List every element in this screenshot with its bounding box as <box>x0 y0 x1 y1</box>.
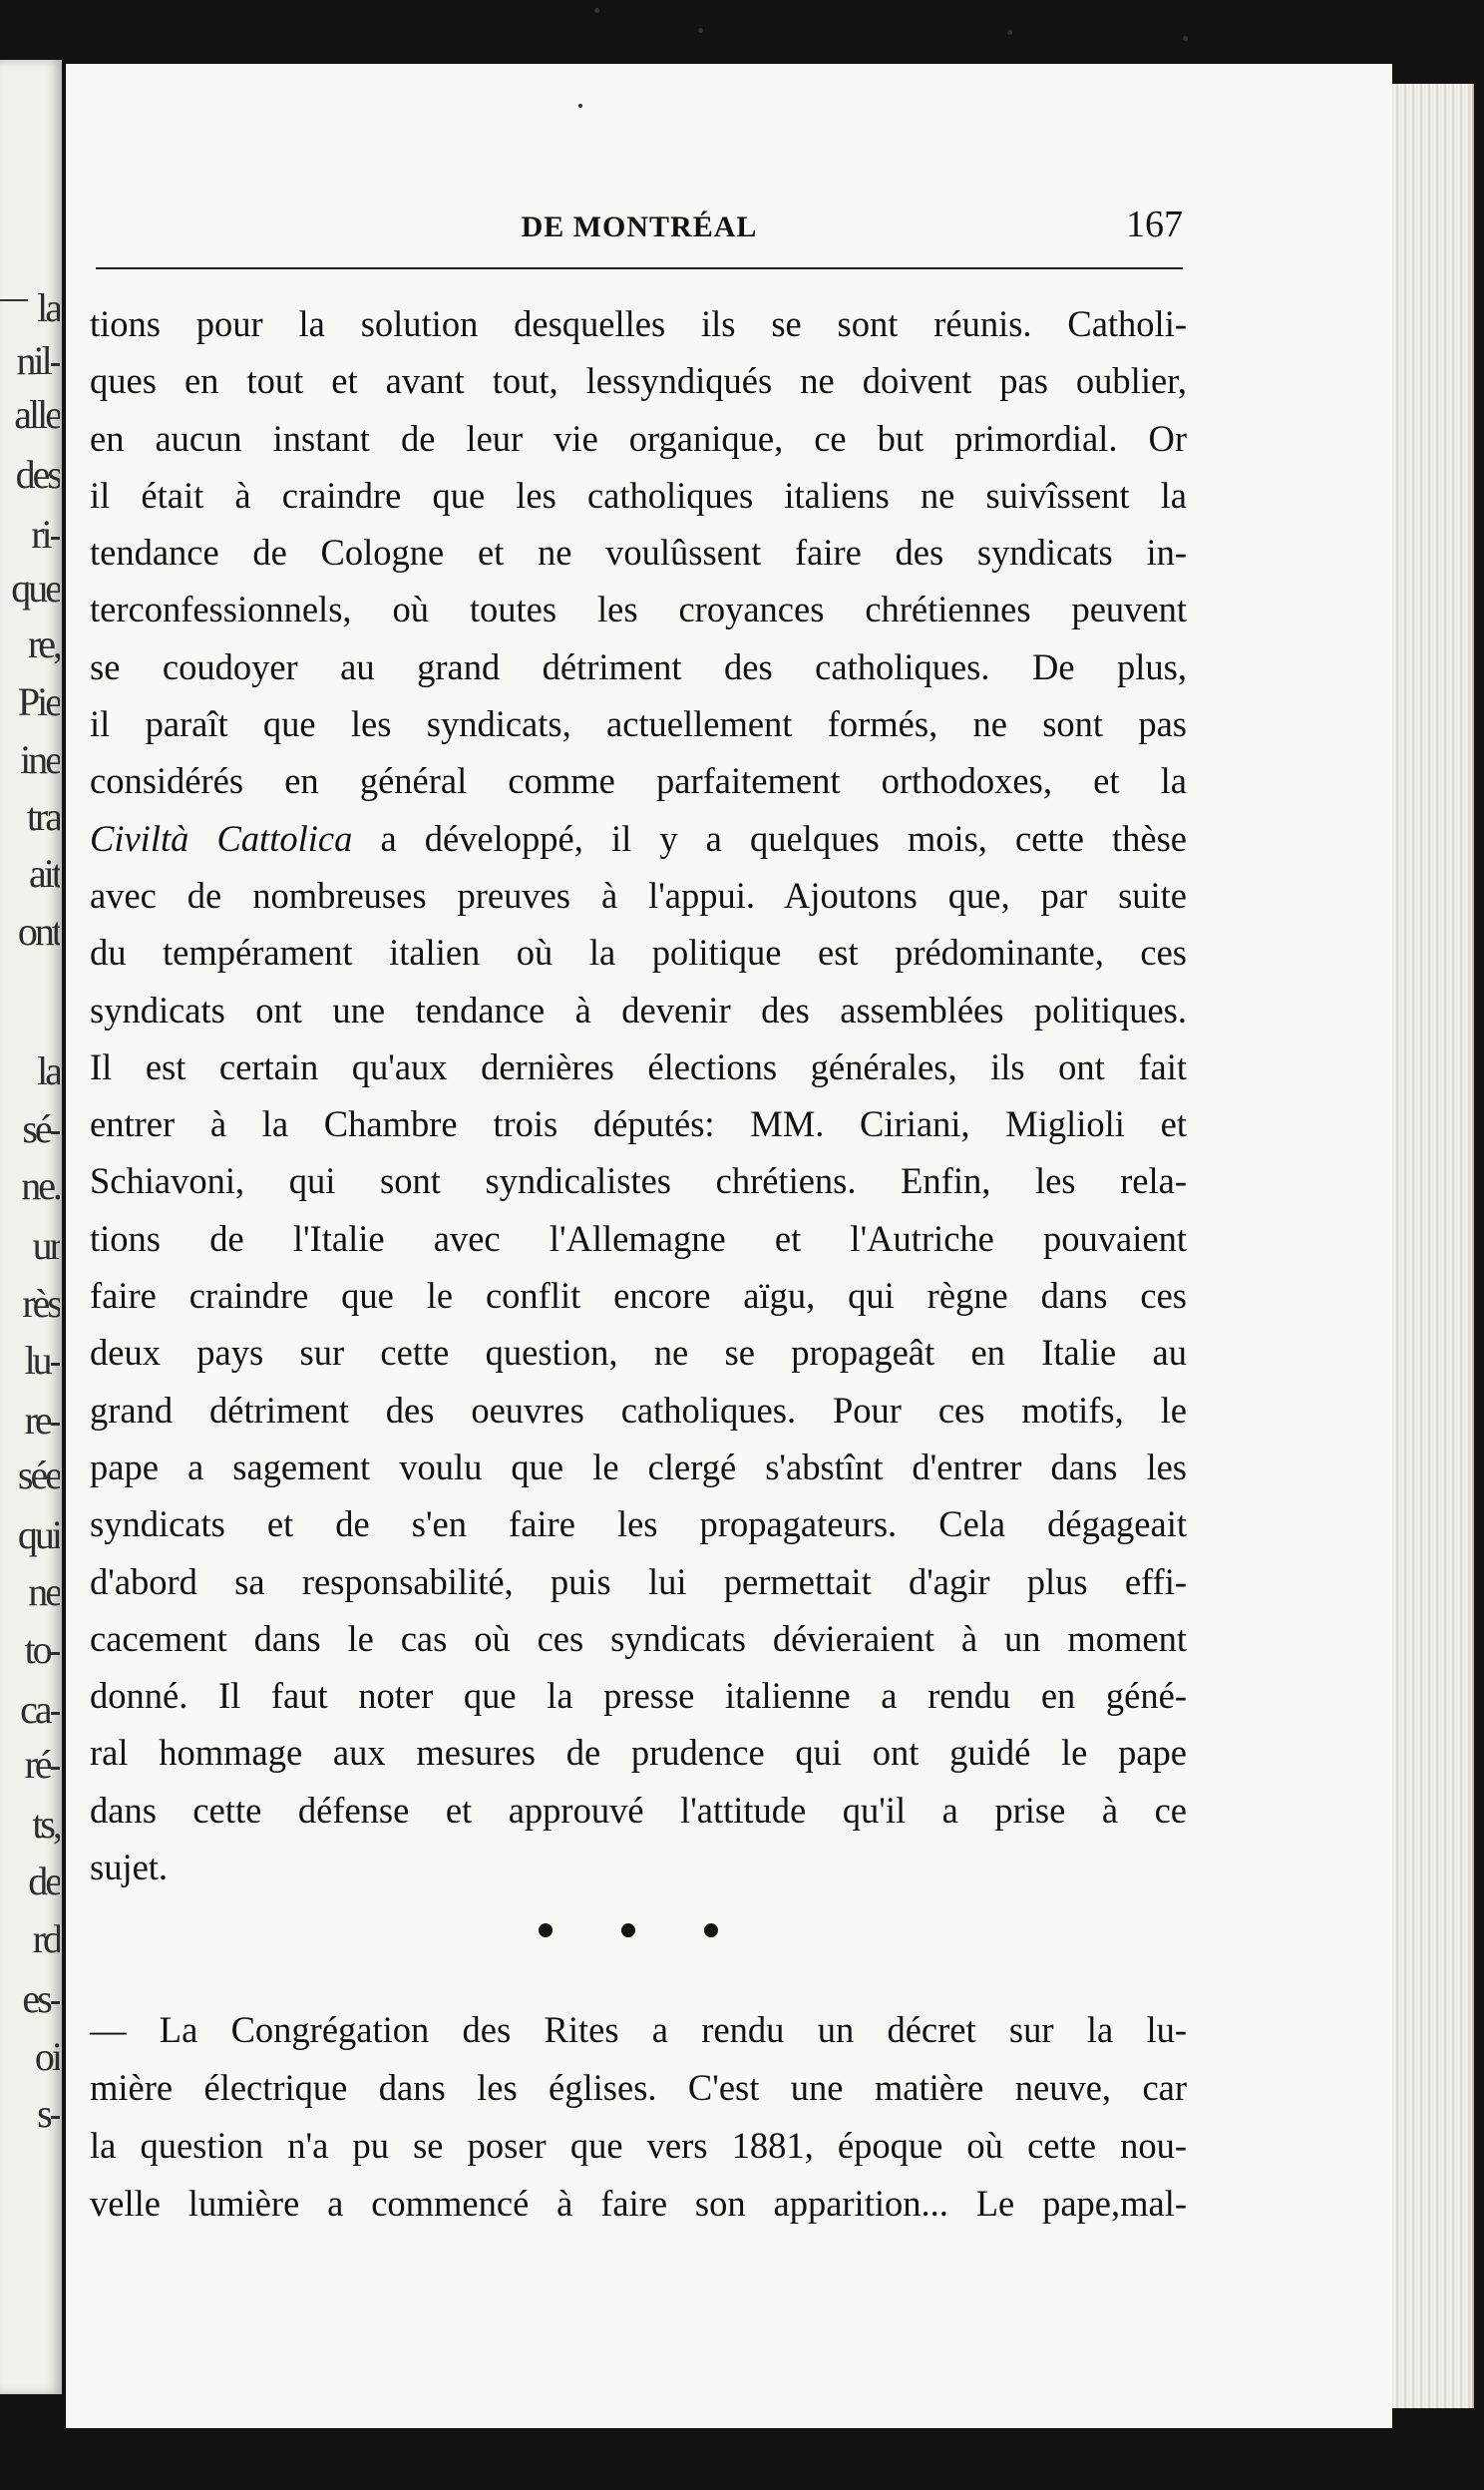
text-line: en aucun instant de leur vie organique, ce but primordial. Or <box>90 417 1187 459</box>
left-page-edge <box>0 60 62 2394</box>
text-line: tendance de Cologne et ne voulûssent faire des syndicats in- <box>90 532 1187 574</box>
left-page-fragment: re- <box>24 1398 60 1443</box>
left-page-fragment: sée <box>17 1452 60 1497</box>
text-line: se coudoyer au grand détriment des catholiques. De plus, <box>90 645 1187 687</box>
left-page-fragment: ne <box>28 1569 60 1614</box>
section-separator <box>539 1923 718 1937</box>
left-page-fragment: qui <box>17 1512 60 1557</box>
text-line: tions pour la solution desquelles ils se sont réunis. Catholi- <box>90 303 1187 344</box>
text-line: ral hommage aux mesures de prudence qui ont guidé le pape <box>90 1732 1187 1774</box>
left-page-fragment: lu- <box>24 1338 60 1383</box>
header-rule <box>96 267 1183 269</box>
left-page-fragment: des <box>15 452 60 497</box>
text-line: Schiavoni, qui sont syndicalistes chrétiens. Enfin, les rela- <box>90 1160 1187 1202</box>
left-page-fragment: ont <box>17 909 60 954</box>
left-page-fragment: ré- <box>24 1742 60 1787</box>
left-page-fragment: oi <box>34 2034 60 2079</box>
left-page-fragment: la <box>37 285 60 330</box>
left-page-fragment: ts, <box>32 1802 60 1847</box>
text-line: il était à craindre que les catholiques italiens ne suivîssent la <box>90 474 1187 516</box>
text-line: deux pays sur cette question, ne se propageât en Italie au <box>90 1332 1187 1374</box>
text-line: — La Congrégation des Rites a rendu un décret sur la lu- <box>90 2009 1187 2050</box>
left-page-fragment: ne. <box>21 1163 60 1208</box>
running-title: DE MONTRÉAL <box>521 210 758 243</box>
left-page-fragment: la <box>37 1048 60 1093</box>
text-line: du tempérament italien où la politique est prédominante, ces <box>90 932 1187 974</box>
left-page-fragment: nil- <box>16 338 60 383</box>
text-line: la question n'a pu se poser que vers 1881, époque où cette nou- <box>90 2125 1187 2166</box>
left-page-fragment: ine <box>20 737 60 782</box>
text-line: grand détriment des oeuvres catholiques. Pour ces motifs, le <box>90 1389 1187 1431</box>
text-line: tions de l'Italie avec l'Allemagne et l'Autriche pouvaient <box>90 1217 1187 1259</box>
left-page-fragment: tra <box>26 794 60 839</box>
text-line: velle lumière a commencé à faire son apparition... Le pape,mal- <box>90 2183 1187 2224</box>
left-page-fragment: Pie <box>17 679 60 724</box>
text-line: Il est certain qu'aux dernières élections générales, ils ont fait <box>90 1045 1187 1087</box>
left-page-fragment: ait <box>29 851 60 896</box>
italic-title: Civiltà Cattolica <box>90 817 353 859</box>
text-line: ques en tout et avant tout, lessyndiqués ne doivent pas oublier, <box>90 360 1187 402</box>
left-page-fragment: es- <box>22 1976 60 2021</box>
text-line: terconfessionnels, où toutes les croyances chrétiennes peuvent <box>90 589 1187 630</box>
text-line: il paraît que les syndicats, actuellement formés, ne sont pas <box>90 703 1187 745</box>
left-page-fragment: ur <box>32 1223 60 1268</box>
paragraph-1 <box>90 295 1187 1895</box>
page-header <box>96 204 1183 252</box>
scan-speck <box>698 28 703 33</box>
separator-dot <box>539 1923 553 1937</box>
scan-speck <box>578 104 582 108</box>
separator-dot <box>704 1923 718 1937</box>
left-page-fragment: rd <box>32 1916 60 1961</box>
left-page-fragment: rès <box>22 1281 60 1326</box>
page-number: 167 <box>1126 204 1183 245</box>
left-page-fragment: ca- <box>20 1687 60 1732</box>
left-page-fragment: re, <box>27 622 60 666</box>
text-line: mière électrique dans les églises. C'est une matière neuve, car <box>90 2067 1187 2108</box>
scan-speck <box>1007 30 1012 35</box>
scan-speck <box>1183 36 1188 41</box>
left-page-fragment: s- <box>37 2091 60 2136</box>
text-line: considérés en général comme parfaitement orthodoxes, et la <box>90 760 1187 802</box>
text-line: donné. Il faut noter que la presse italienne a rendu en géné- <box>90 1675 1187 1717</box>
scan-speck <box>594 8 599 13</box>
left-page-fragment: que <box>11 566 60 611</box>
page-stack-edge <box>1392 84 1474 2408</box>
text-line: syndicats ont une tendance à devenir des assemblées politiques. <box>90 989 1187 1031</box>
text-line: syndicats et de s'en faire les propagateurs. Cela dégageait <box>90 1503 1187 1545</box>
text-line: dans cette défense et approuvé l'attitude qu'il a prise à ce <box>90 1789 1187 1831</box>
text-line: entrer à la Chambre trois députés: MM. Ciriani, Miglioli et <box>90 1103 1187 1145</box>
left-page-fragment: ri- <box>31 512 60 557</box>
left-page-fragment: alle <box>14 392 60 437</box>
text-line: d'abord sa responsabilité, puis lui permettait d'agir plus effi- <box>90 1560 1187 1602</box>
text-line: pape a sagement voulu que le clergé s'abstînt d'entrer dans les <box>90 1446 1187 1487</box>
text-line: sujet. <box>90 1847 169 1888</box>
separator-dot <box>621 1923 635 1937</box>
paragraph-2 <box>90 2001 1187 2233</box>
text-line-with-italic-title: Civiltà Cattolica a développé, il y a quelques mois, cette thèse <box>90 817 1188 859</box>
left-page-fragment: sé- <box>22 1106 60 1151</box>
left-page-fragment: de <box>28 1859 60 1903</box>
text-line: faire craindre que le conflit encore aïgu, qui règne dans ces <box>90 1275 1187 1317</box>
text-line: avec de nombreuses preuves à l'appui. Ajoutons que, par suite <box>90 874 1187 916</box>
text-line: cacement dans le cas où ces syndicats dévieraient à un moment <box>90 1617 1187 1659</box>
left-page-fragment: to- <box>24 1627 60 1672</box>
